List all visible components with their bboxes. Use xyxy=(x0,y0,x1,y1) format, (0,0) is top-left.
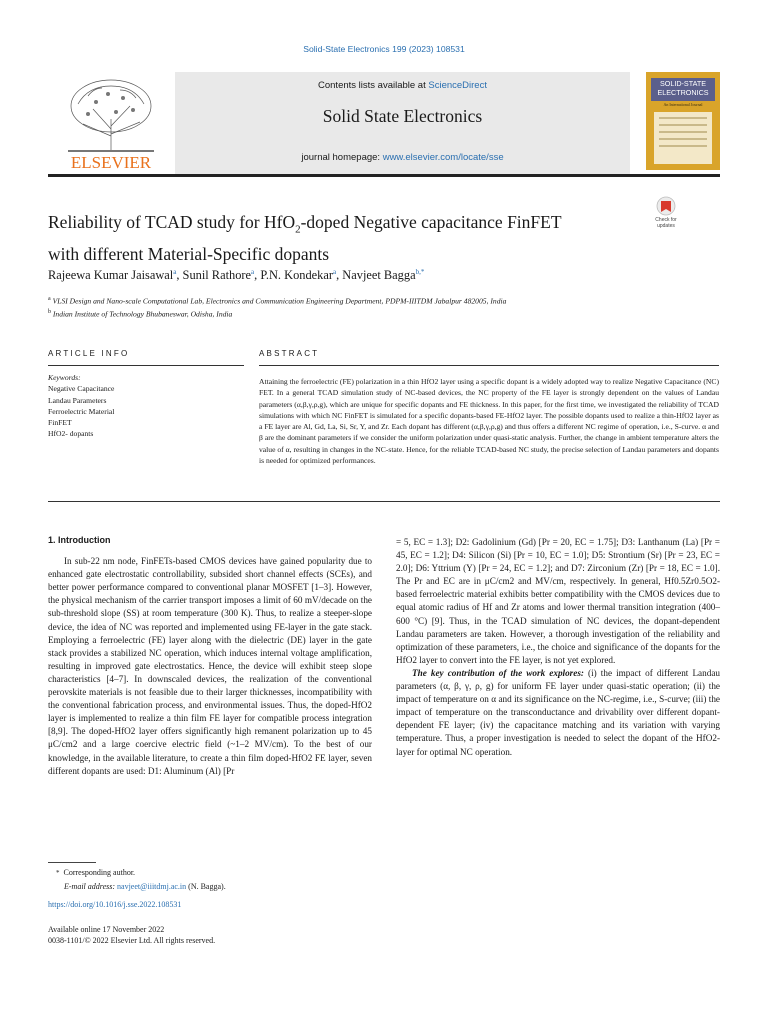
author-name[interactable]: P.N. Kondekar xyxy=(260,268,333,283)
keyword-item: Negative Capacitance xyxy=(48,384,115,394)
svg-text:updates: updates xyxy=(657,223,675,229)
key-contribution-lead: The key contribution of the work explores: xyxy=(412,667,584,678)
keyword-item: Ferroelectric Material xyxy=(48,406,115,416)
author-name[interactable]: Navjeet Bagga xyxy=(342,268,416,283)
title-subscript: 2 xyxy=(295,223,301,236)
publication-dates xyxy=(48,924,215,946)
cover-contents-panel xyxy=(654,112,712,164)
author-sup[interactable]: a xyxy=(332,268,337,276)
doi-link[interactable]: https://doi.org/10.1016/j.sse.2022.108531 xyxy=(48,900,182,909)
affiliations xyxy=(48,294,688,319)
keyword-item: Landau Parameters xyxy=(48,395,107,405)
homepage-prefix: journal homepage: xyxy=(301,152,383,163)
author-sup[interactable]: a xyxy=(251,268,255,276)
author-name[interactable]: Rajeewa Kumar Jaisawal xyxy=(48,268,174,283)
keyword-item: HfO2- dopants xyxy=(48,429,94,439)
copyright-line: 0038-1101/© 2022 Elsevier Ltd. All rights reserved. xyxy=(48,936,216,945)
svg-text:ELSEVIER: ELSEVIER xyxy=(70,153,152,172)
intro-paragraph-1: In sub-22 nm node, FinFETs-based CMOS devices have gained popularity due to enhanced gate electrostatic controllability, subsided short channel effects (SCEs), and better power performance compared to conventional planar MOSFET [1–3]. However, the physical mechanism of the carrier transport imposes a limit of 60 mV/decade on the sub-threshold slope (SS) at room temperature (300 K). Thus, to realize a steeper-slope device, the idea of NC was reported and implemented using FE-layer in the gate stack. Employing a ferroelectric (FE) layer along with the dielectric (DE) layer in the gate stack provides a stabilized NC operation, which induces internal voltage amplification, resulting in improved gate electrostatics. Hence, the device will exhibit steep slope characteristics [4–7]. In downscaled devices, the realization of the conventional perovskite materials is not feasible due to their larger thicknesses, incompatibility with the conventional fabrication process, and environmental issues. Thus, the doped-HfO2 layer is implemented to realize a thin film FE layer for compatible process integration [8,9]. The doped-HfO2 layer offers significantly high remanent polarization up to 45 μC/cm2 and a large coercive electric field (~1–2 MV/cm). To the best of our knowledge, in the available literature, to create a thin film doped-HfO2 FE layer, seven different dopants are used: D1: Aluminum (Al) [Pr xyxy=(48,556,372,776)
cover-subtitle: An International Journal xyxy=(663,102,703,107)
contents-available-line xyxy=(175,80,630,91)
email-link[interactable]: navjeet@iiitdmj.ac.in xyxy=(117,882,187,891)
available-online: Available online 17 November 2022 xyxy=(48,925,165,934)
contents-prefix: Contents lists available at xyxy=(318,80,429,91)
body-column-right xyxy=(396,536,720,759)
author-sup[interactable]: b,* xyxy=(415,268,425,276)
article-info-rule xyxy=(48,365,244,366)
abstract-rule xyxy=(259,365,719,366)
author-list: Rajeewa Kumar Jaisawal$^a$, Sunil Rathore$^a$, P.N. Kondekar$^a$, Navjeet Bagga$^{b,*}$ xyxy=(48,268,425,283)
keyword-item: FinFET xyxy=(48,418,72,428)
email-note xyxy=(48,880,378,893)
header-rule xyxy=(48,174,720,177)
keywords-label: Keywords: xyxy=(48,373,81,382)
section-heading-introduction: 1. Introduction xyxy=(48,535,111,545)
email-label: E-mail address: xyxy=(64,882,118,891)
journal-homepage-line xyxy=(175,152,630,163)
cover-title-2: ELECTRONICS xyxy=(657,88,709,97)
body-column-left xyxy=(48,534,372,778)
affiliation-a: $^a$ VLSI Design and Nano-scale Computational Lab, Electronics and Communication Engineering Department, PDPM-IIITDM Jabalpur 482005, India xyxy=(48,296,507,306)
check-updates-icon xyxy=(644,196,688,230)
journal-title[interactable]: Solid State Electronics xyxy=(322,106,483,126)
cover-title-1: SOLID-STATE xyxy=(659,79,707,88)
author-sup[interactable]: a xyxy=(173,268,177,276)
check-for-updates-badge[interactable] xyxy=(644,196,688,230)
affiliation-b: $^b$ Indian Institute of Technology Bhubaneswar, Odisha, India xyxy=(48,308,233,319)
keywords-block xyxy=(48,372,244,440)
email-suffix: (N. Bagga). xyxy=(186,882,226,891)
footnote-rule xyxy=(48,862,96,863)
journal-cover-thumbnail[interactable] xyxy=(646,72,720,170)
intro-paragraph-2: = 5, EC = 1.3]; D2: Gadolinium (Gd) [Pr = 20, EC = 1.75]; D3: Lanthanum (La) [Pr = 45, EC = 1.2]; D4: Silicon (Si) [Pr = 10, EC = 1.0]; D5: Strontium (Sr) [Pr = 23, EC = 2.0]; D6: Yttrium (Y) [Pr = 24, EC = 1.2]; and D7: Zirconium (Zr) [Pr = 18, EC = 1.0]. The Pr and EC are in μC/cm2 and MV/cm, respectively. In general, Hf0.5Zr0.5O2-based ferroelectric material exhibits better compatibility with the CMOS devices due to equal atomic radius of Hf and Zr atoms and lower thermal transition integration (400–600 °C) [9]. Thus, in the TCAD simulation of NC devices, the dopant-dependent Landau parameters are taken. However, a thorough investigation of the reliability and optimization of these parameters, i.e., the choice and significance of the dopants for the HfO2 layer to convert into the FE layer, is not yet explored. xyxy=(396,537,720,665)
corresponding-note: * Corresponding author. xyxy=(56,868,136,877)
title-part-3: with different Material-Specific dopants xyxy=(48,243,330,264)
footnote xyxy=(48,866,378,893)
journal-reference[interactable]: Solid-State Electronics 199 (2023) 108531 xyxy=(303,44,465,54)
cover-title-band xyxy=(651,78,715,101)
article-info-heading: ARTICLE INFO xyxy=(48,349,130,358)
elsevier-logo[interactable] xyxy=(48,74,174,172)
abstract-heading: ABSTRACT xyxy=(259,349,320,358)
title-part-1: Reliability of TCAD study for HfO xyxy=(48,212,296,232)
abstract-bottom-rule xyxy=(48,501,720,502)
author-name[interactable]: Sunil Rathore xyxy=(182,268,252,283)
elsevier-tree-icon xyxy=(48,74,174,172)
abstract-text: Attaining the ferroelectric (FE) polarization in a thin HfO2 layer using a specific dopant is a widely adopted way to realize Negative Capacitance (NC) FET. In a general TCAD simulation study of NC-based devices, the NC property of the FE layer is strongly dependent on the values of Landau parameters (α,β,γ,ρ,g), which are unique for specific dopants and FE thickness. In this paper, for the first time, we investigated the reliability of TCAD simulations with which NC FinFET is simulated for a specific dopants-based FE-HfO2 layer. The possible dopants used to realize a thin-HfO2 layer as a FE layer are Al, Gd, La, Si, Sr, Y, and Zr. Each dopant has different (α,β,γ,ρ,g) and thus offers a different NC regime of operation, i.e., S-curve. α and β are the dominant parameters if we consider the uniform polarization under quasi-static analysis. Further, the change in ambient temperature alters the value of α, resulting in changes in the NC-state. Hence, for the reliable TCAD-based NC study, the precise selection of Landau parameters and dopants is needed for optimized performances. xyxy=(259,377,719,466)
title-part-2: -doped Negative capacitance FinFET xyxy=(300,212,562,232)
paper-title xyxy=(48,210,608,266)
key-contribution-text: (i) the impact of different Landau parameters (α, β, γ, ρ, g) for uniform FE layer under quasi-static operation; (ii) the impact of temperature on α and its significance on the NC-regime, i.e., S-curve; (iii) the impact of temperature on the transconductance and drivability over different dopant-dependent FE layer; (iv) the capacitance matching and its variation with varying temperature. Thus, a proper investigation is needed to select the dopant of the HfO2-layer for optimal NC operation. xyxy=(396,667,720,757)
homepage-link[interactable]: www.elsevier.com/locate/sse xyxy=(382,152,504,163)
sciencedirect-link[interactable]: ScienceDirect xyxy=(428,80,487,91)
intro-paragraph-3 xyxy=(396,667,720,759)
svg-text:Check for: Check for xyxy=(655,217,677,223)
